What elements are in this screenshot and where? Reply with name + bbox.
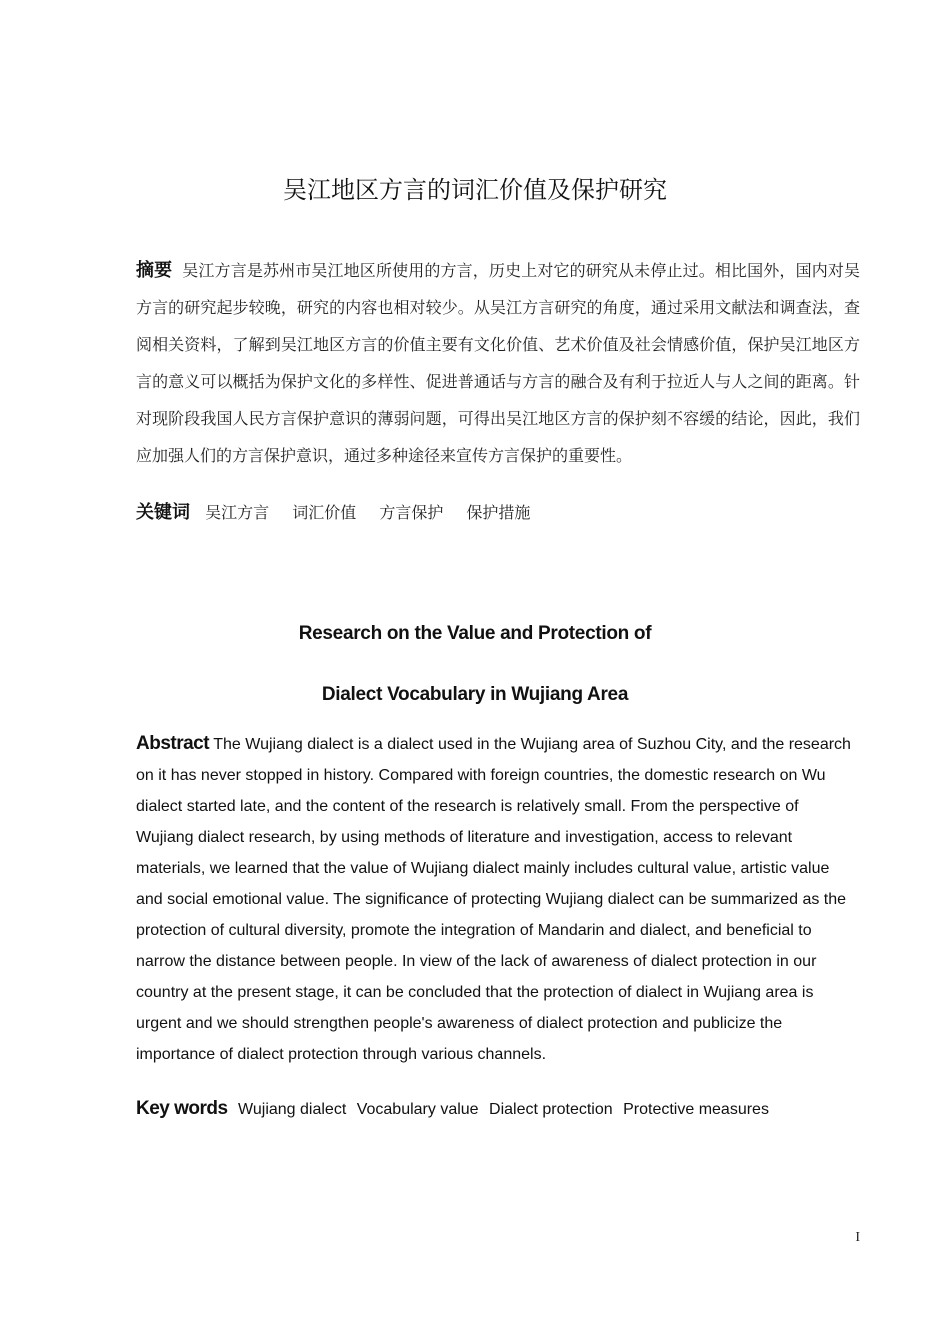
chinese-keywords-label: 关键词 xyxy=(136,502,190,523)
chinese-keyword: 词汇价值 xyxy=(292,503,357,522)
chinese-abstract-text: 吴江方言是苏州市吴江地区所使用的方言，历史上对它的研究从未停止过。相比国外，国内对吴方言的研究起步较晚，研究的内容也相对较少。从吴江方言研究的角度，通过采用文献法和调查法，查阅相关资料，了解到吴江地区方言的价值主要有文化价值、艺术价值及社会情感价值，保护吴江地区方言的意义可以概括为保护文化的多样性、促进普通话与方言的融合及有利于拉近人与人之间的距离。针对现阶段我国人民方言保护意识的薄弱问题，可得出吴江地区方言的保护刻不容缓的结论，因此，我们应加强人们的方言保护意识，通过多种途径来宣传方言保护的重要性。 xyxy=(136,261,860,465)
chinese-keyword: 保护措施 xyxy=(466,503,531,522)
english-keywords-label: Key words xyxy=(136,1098,228,1119)
chinese-keyword: 方言保护 xyxy=(379,503,444,522)
english-keyword: Protective measures xyxy=(623,1101,769,1118)
chinese-keyword: 吴江方言 xyxy=(205,503,270,522)
page-number: I xyxy=(855,1230,860,1245)
chinese-title: 吴江地区方言的词汇价值及保护研究 xyxy=(283,176,667,204)
english-abstract xyxy=(136,728,860,1070)
english-abstract-label: Abstract xyxy=(136,733,210,754)
english-title xyxy=(0,603,950,725)
english-abstract-text: The Wujiang dialect is a dialect used in the Wujiang area of Suzhou City, and the research on it has never stopped in history. Compared with foreign countries, the domestic research on Wu dialect started late, and the content of the research is relatively small. From the perspective of Wujiang dialect research, by using methods of literature and investigation, access to relevant materials, we learned that the value of Wujiang dialect mainly includes cultural value, artistic value and social emotional value. The significance of protecting Wujiang dialect can be summarized as the protection of cultural diversity, promote the integration of Mandarin and dialect, and beneficial to narrow the distance between people. In view of the lack of awareness of dialect protection in our country at the present stage, it can be concluded that the protection of dialect in Wujiang area is urgent and we should strengthen people's awareness of dialect protection and publicize the importance of dialect protection through various channels. xyxy=(136,736,851,1063)
chinese-keywords xyxy=(136,497,548,529)
english-keywords xyxy=(136,1093,769,1125)
english-title-line-1: Research on the Value and Protection of xyxy=(298,623,652,644)
chinese-abstract xyxy=(136,252,860,474)
chinese-abstract-label: 摘要 xyxy=(136,260,173,281)
english-keyword: Wujiang dialect xyxy=(238,1101,347,1118)
english-keyword: Vocabulary value xyxy=(356,1101,479,1118)
english-keyword: Dialect protection xyxy=(489,1101,613,1118)
english-title-line-2: Dialect Vocabulary in Wujiang Area xyxy=(321,684,629,705)
